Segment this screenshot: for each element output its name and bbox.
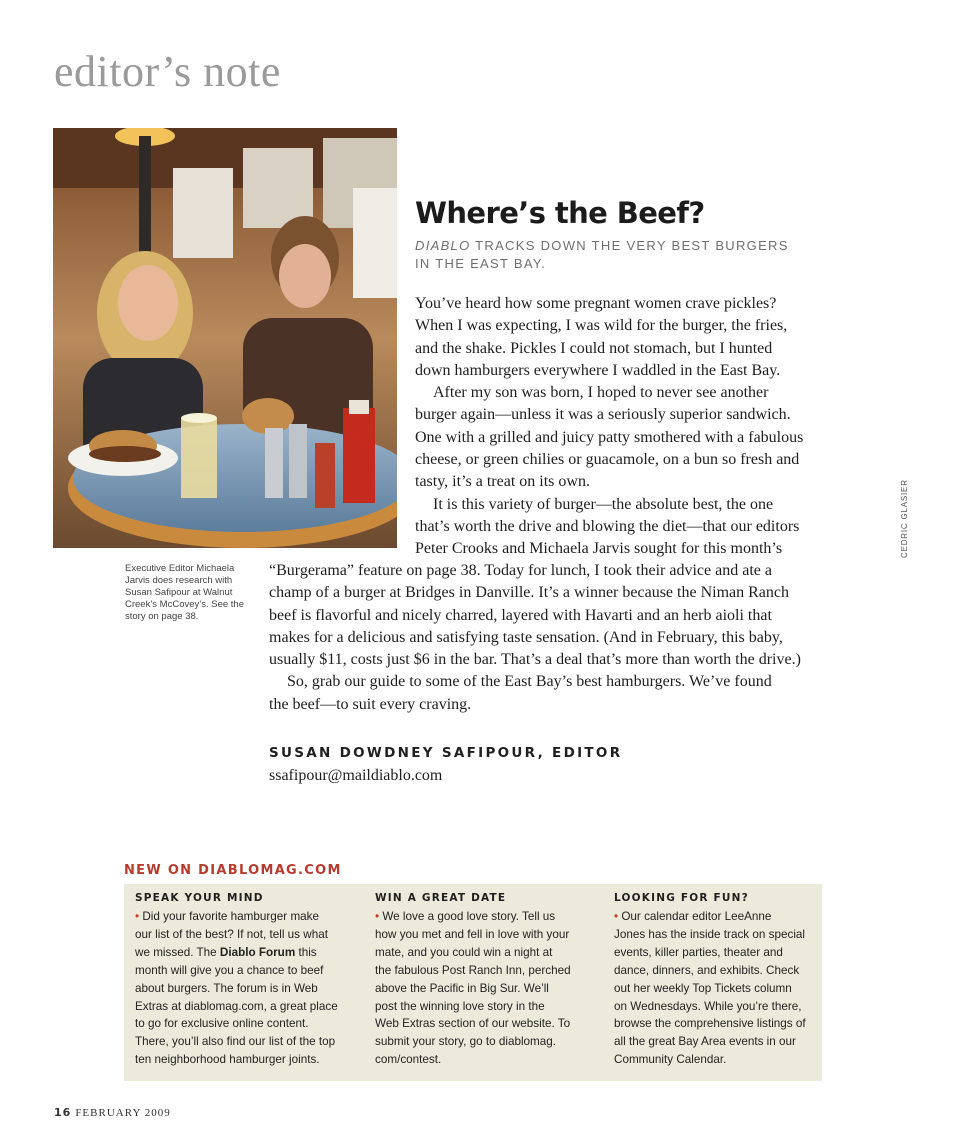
article-body-narrow [415,293,835,561]
deck-line-2: IN THE EAST BAY. [415,256,547,271]
article-body-wide [269,560,839,716]
diablo-forum-link[interactable]: Diablo Forum [219,945,296,959]
web-line: above the Pacific in Big Sur. We’ll [375,981,549,995]
web-line-text: Our calendar editor LeeAnne [618,910,772,923]
deck-text-1: TRACKS DOWN THE VERY BEST BURGERS [470,238,789,253]
web-line: all the great Bay Area events in our [614,1035,796,1049]
restaurant-photo [53,128,397,548]
editor-email-link[interactable]: ssafipour@maildiablo.com [269,767,443,784]
article-deck [415,237,805,273]
photo-caption [125,563,250,623]
web-column-speak-your-mind [135,892,350,1069]
body-line: “Burgerama” feature on page 38. Today for lunch, I took their advice and ate a [269,562,772,579]
body-line: burger again—unless it was a seriously superior sandwich. [415,406,791,424]
web-line: Extras at diablomag.com, a great place [135,999,338,1013]
body-line: When I was expecting, I was wild for the burger, the fries, [415,317,788,335]
body-line: You’ve heard how some pregnant women crave pickles? [415,295,777,312]
web-column-title: SPEAK YOUR MIND [135,892,264,904]
body-line: that’s worth the drive and blowing the diet—that our editors [415,517,800,535]
body-line: down hamburgers everywhere I waddled in the East Bay. [415,361,781,379]
body-line: cheese, or green chilies or guacamole, on a bun so fresh and [415,451,800,469]
body-line: Peter Crooks and Michaela Jarvis sought for this month’s [415,540,783,558]
section-title: editor’s note [54,47,281,96]
web-line [135,908,350,926]
body-line: So, grab our guide to some of the East Bay’s best hamburgers. We’ve found [287,673,772,691]
web-line: month will give you a chance to beef [135,963,324,977]
deck-line-1 [415,237,805,255]
caption-line: Executive Editor Michaela [125,563,235,574]
web-column-title: LOOKING FOR FUN? [614,892,749,904]
web-line: Jones has the inside track on special [614,927,806,941]
web-column-looking-for-fun [614,892,829,1069]
web-section-box [124,884,822,1081]
bullet-icon: • [375,910,380,923]
deck-magazine-name: DIABLO [415,238,471,253]
web-line: com/contest. [375,1053,442,1067]
page-number: 16 [54,1106,72,1119]
web-column-win-a-great-date [375,892,590,1069]
caption-line: Creek’s McCovey’s. See the [125,599,244,610]
web-line-text: Did your favorite hamburger make [139,910,320,923]
body-line: and the shake. Pickles I could not stomach, but I hunted [415,339,773,357]
page-folio [54,1106,171,1119]
web-line: mate, and you could win a night at [375,945,553,959]
web-line-text: this [295,945,317,959]
body-line: makes for a delicious and satisfying taste sensation. (And in February, this baby, [269,628,783,646]
web-line: how you met and fell in love with your [375,927,570,941]
web-line: Community Calendar. [614,1053,727,1067]
web-line: events, killer parties, theater and [614,945,783,959]
web-line: ten neighborhood hamburger joints. [135,1053,320,1067]
issue-date: FEBRUARY 2009 [75,1107,171,1119]
editor-signature: SUSAN DOWDNEY SAFIPOUR, EDITOR [269,745,623,761]
web-line: post the winning love story in the [375,999,545,1013]
web-line: our list of the best? If not, tell us what [135,927,328,941]
body-line: After my son was born, I hoped to never see another [433,384,769,402]
web-line: There, you’ll also find our list of the top [135,1035,336,1049]
web-line: the fabulous Post Ranch Inn, perched [375,963,571,977]
web-line [375,908,590,926]
body-line: It is this variety of burger—the absolute best, the one [433,495,774,513]
body-line: beef is flavorful and nicely charred, layered with Havarti and an herb aioli that [269,606,772,624]
article-headline: Where’s the Beef? [415,196,705,230]
web-line: out her weekly Top Tickets column [614,981,792,995]
caption-line: Jarvis does research with [125,575,233,586]
bullet-icon: • [614,910,619,923]
web-line-text: We love a good love story. Tell us [379,910,556,923]
body-line: the beef—to suit every craving. [269,695,472,713]
web-line: about burgers. The forum is in Web [135,981,318,995]
web-line [135,944,350,962]
web-line [614,908,829,926]
web-line: to go for exclusive online content. [135,1017,309,1031]
web-line: on Wednesdays. While you’re there, [614,999,802,1013]
web-line: Web Extras section of our website. To [375,1017,571,1031]
photo-credit: CEDRIC GLASIER [900,479,909,558]
body-line: usually $11, costs just $6 in the bar. That’s a deal that’s more than worth the drive.) [269,651,801,669]
web-line: dance, dinners, and exhibits. Check [614,963,800,977]
web-line: browse the comprehensive listings of [614,1017,806,1031]
web-section-heading: NEW ON DIABLOMAG.COM [124,863,342,878]
web-column-title: WIN A GREAT DATE [375,892,507,904]
web-line: submit your story, go to diablomag. [375,1035,557,1049]
body-line: One with a grilled and juicy patty smothered with a fabulous [415,428,804,446]
body-line: champ of a burger at Bridges in Danville. It’s a winner because the Niman Ranch [269,584,789,602]
web-line-text: we missed. The [135,945,220,959]
editors-photo [53,128,397,548]
bullet-icon: • [135,910,140,923]
caption-line: story on page 38. [125,611,199,622]
caption-line: Susan Safipour at Walnut [125,587,233,598]
body-line: tasty, it’s a treat on its own. [415,473,590,491]
